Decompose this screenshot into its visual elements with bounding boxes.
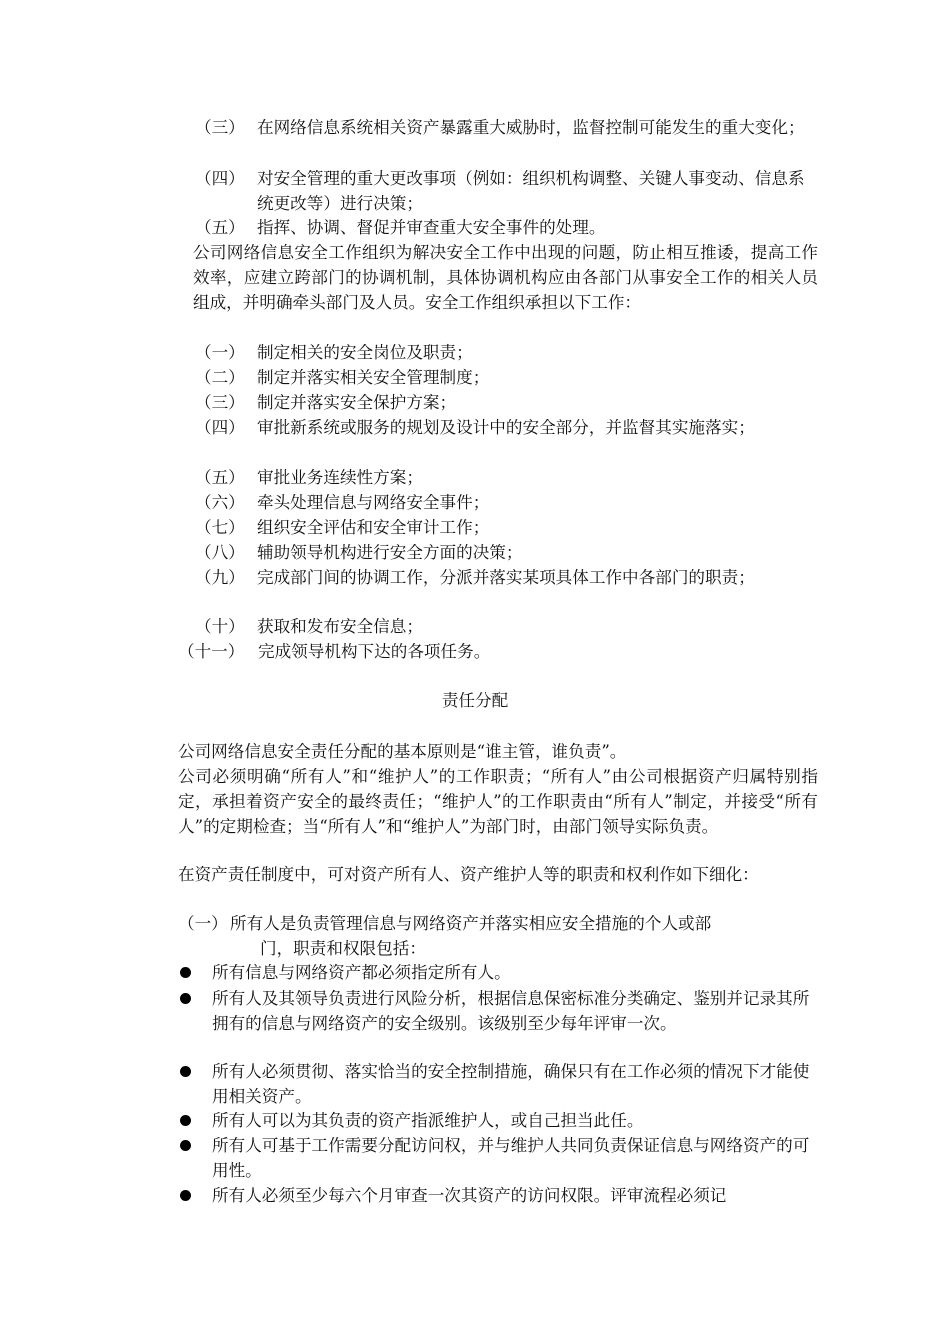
list-number: （八） [195,543,245,562]
list-text: 在网络信息系统相关资产暴露重大威胁时，监督控制可能发生的重大变化； [257,118,805,137]
list-item [195,365,815,390]
owner-line-2: 门，职责和权限包括： [260,939,426,958]
list-text: 组织安全评估和安全审计工作； [257,518,490,537]
list-number: （六） [195,493,245,512]
list-text: 审批新系统或服务的规划及设计中的安全部分，并监督其实施落实； [257,418,755,437]
list-text: 制定并落实安全保护方案； [257,393,457,412]
bullet-icon [180,967,191,978]
bullet-item [178,1108,818,1133]
list-item [195,115,815,140]
bullet-icon [180,1140,191,1151]
list-item [195,340,815,365]
list-text: 指挥、协调、督促并审查重大安全事件的处理。 [257,218,606,237]
list-number: （九） [195,568,245,587]
bullet-item [178,986,818,1036]
paragraph: 公司网络信息安全责任分配的基本原则是“谁主管，谁负责”。 [178,742,627,761]
bullet-text: 所有人可基于工作需要分配访问权，并与维护人共同负责保证信息与网络资产的可用性。 [212,1136,810,1180]
bullet-icon [180,1066,191,1077]
list-item [195,390,815,415]
list-number: （一） [178,914,228,933]
list-text: 牵头处理信息与网络安全事件； [257,493,490,512]
list-item [195,465,815,490]
bullet-text: 所有人必须贯彻、落实恰当的安全控制措施，确保只有在工作必须的情况下才能使用相关资产。 [212,1062,810,1106]
list-number: （三） [195,393,245,412]
bullet-item [178,1059,818,1109]
owner-item [178,911,818,961]
list-number: （五） [195,218,245,237]
list-number: （二） [195,368,245,387]
list-item [195,614,815,639]
list-item [195,215,815,240]
list-number: （五） [195,468,245,487]
list-text [230,911,818,961]
bullet-icon [180,1190,191,1201]
bullet-item [178,960,818,985]
bullet-text: 所有人及其领导负责进行风险分析，根据信息保密标准分类确定、鉴别并记录其所拥有的信息与网络资产的安全级别。该级别至少每年评审一次。 [212,989,810,1033]
org-paragraph: 公司网络信息安全工作组织为解决安全工作中出现的问题，防止相互推诿，提高工作效率，应建立跨部门的协调机制，具体协调机构应由各部门从事安全工作的相关人员组成，并明确牵头部门及人员。安全工作组织承担以下工作： [193,243,818,312]
list-item [195,490,815,515]
bullet-item [178,1133,818,1183]
list-number: （十一） [178,642,245,661]
bullet-item [178,1183,818,1208]
list-number: （七） [195,518,245,537]
list-item [195,515,815,540]
owner-line-1: 所有人是负责管理信息与网络资产并落实相应安全措施的个人或部 [230,914,712,933]
list-number: （三） [195,118,245,137]
list-item [195,540,815,565]
paragraph: 公司必须明确“所有人”和“维护人”的工作职责；“所有人”由公司根据资产归属特别指定，承担着资产安全的最终责任；“维护人”的工作职责由“所有人”制定，并接受“所有人”的定期检查；当“所有人”和“维护人”为部门时，由部门领导实际负责。 [178,767,818,836]
list-text: 制定相关的安全岗位及职责； [257,343,473,362]
paragraph: 在资产责任制度中，可对资产所有人、资产维护人等的职责和权利作如下细化： [178,865,759,884]
list-number: （一） [195,343,245,362]
list-text: 辅助领导机构进行安全方面的决策； [257,543,523,562]
list-text: 完成部门间的协调工作，分派并落实某项具体工作中各部门的职责； [257,568,755,587]
bullet-icon [180,1115,191,1126]
bullet-text: 所有人必须至少每六个月审查一次其资产的访问权限。评审流程必须记 [212,1186,727,1205]
list-number: （四） [195,418,245,437]
list-item [178,639,818,664]
list-number: （四） [195,169,245,188]
list-text: 审批业务连续性方案； [257,468,423,487]
bullet-text: 所有信息与网络资产都必须指定所有人。 [212,963,511,982]
list-item [195,166,815,216]
bullet-icon [180,993,191,1004]
list-text: 对安全管理的重大更改事项（例如：组织机构调整、关键人事变动、信息系统更改等）进行决策； [257,169,805,213]
list-text: 完成领导机构下达的各项任务。 [258,642,491,661]
list-text: 制定并落实相关安全管理制度； [257,368,490,387]
list-item [195,415,815,440]
list-item [195,565,815,590]
list-number: （十） [195,617,245,636]
bullet-text: 所有人可以为其负责的资产指派维护人，或自己担当此任。 [212,1111,644,1130]
section-heading: 责任分配 [441,691,509,710]
list-text: 获取和发布安全信息； [257,617,423,636]
